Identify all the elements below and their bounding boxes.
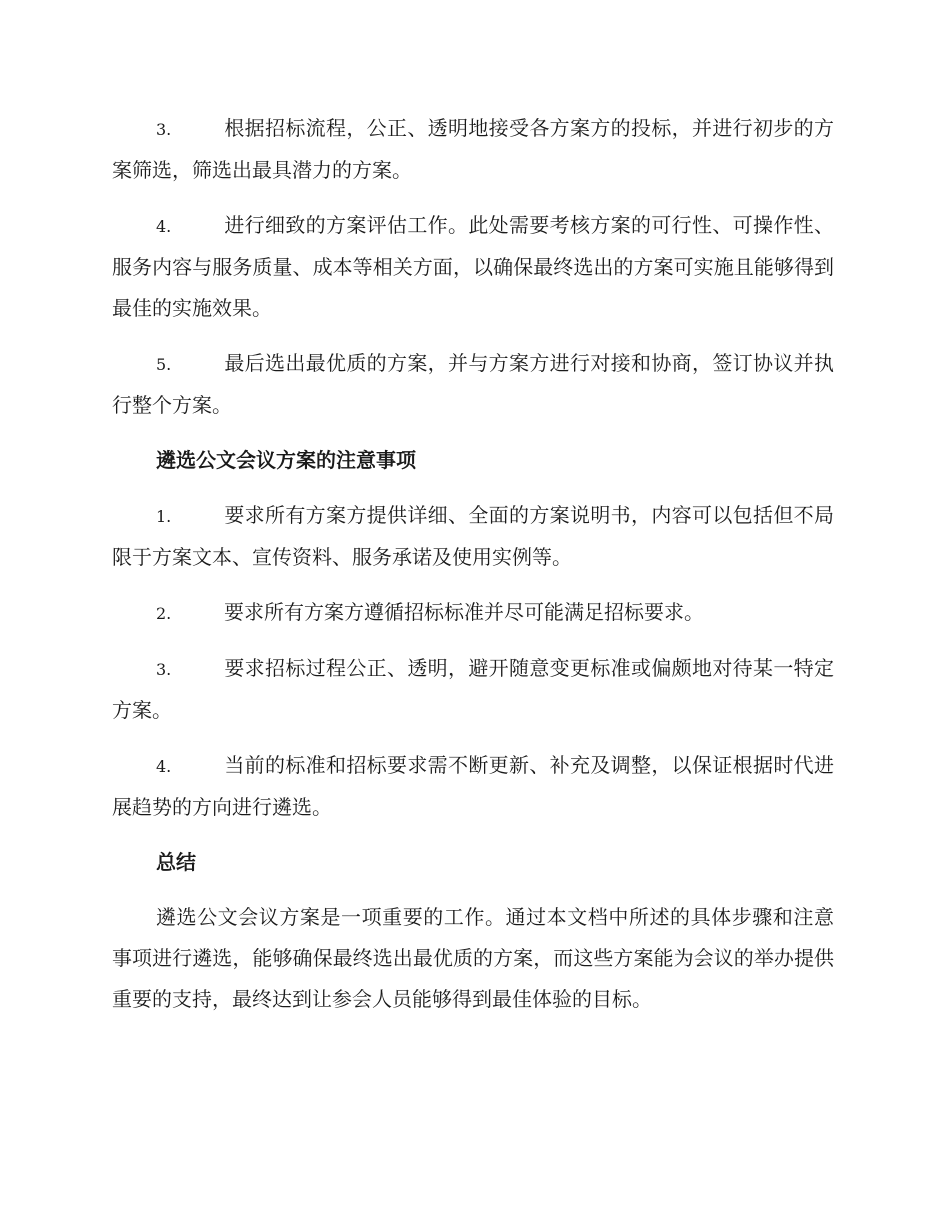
list-item <box>112 108 834 191</box>
list-item-number: 1. <box>156 507 172 526</box>
section-heading-summary: 总结 <box>156 850 196 874</box>
list-item <box>112 745 834 828</box>
document-page <box>112 108 834 1034</box>
list-item <box>112 343 834 426</box>
list-item-text: 要求所有方案方遵循招标标准并尽可能满足招标要求。 <box>224 600 704 624</box>
list-item <box>112 592 834 634</box>
list-item <box>112 205 834 329</box>
list-item-text: 要求招标过程公正、透明，避开随意变更标准或偏颇地对待某一特定方案。 <box>112 656 834 722</box>
list-item-number: 3. <box>156 120 172 139</box>
list-item-text: 根据招标流程，公正、透明地接受各方案方的投标，并进行初步的方案筛选，筛选出最具潜力的方案。 <box>112 116 834 182</box>
list-item-number: 4. <box>156 217 172 236</box>
list-item-number: 5. <box>156 355 172 374</box>
list-item-number: 2. <box>156 604 172 623</box>
list-item-text: 最后选出最优质的方案，并与方案方进行对接和协商，签订协议并执行整个方案。 <box>112 351 834 417</box>
section-heading-precautions: 遴选公文会议方案的注意事项 <box>156 448 416 472</box>
list-item-text: 当前的标准和招标要求需不断更新、补充及调整，以保证根据时代进展趋势的方向进行遴选。 <box>112 753 834 819</box>
list-item <box>112 648 834 731</box>
list-item-text: 进行细致的方案评估工作。此处需要考核方案的可行性、可操作性、服务内容与服务质量、成本等相关方面，以确保最终选出的方案可实施且能够得到最佳的实施效果。 <box>112 213 834 320</box>
list-item-text: 要求所有方案方提供详细、全面的方案说明书，内容可以包括但不局限于方案文本、宣传资料、服务承诺及使用实例等。 <box>112 503 834 569</box>
list-item-number: 4. <box>156 757 172 776</box>
list-item-number: 3. <box>156 660 172 679</box>
list-item <box>112 495 834 578</box>
summary-paragraph: 遴选公文会议方案是一项重要的工作。通过本文档中所述的具体步骤和注意事项进行遴选，能够确保最终选出最优质的方案，而这些方案能为会议的举办提供重要的支持，最终达到让参会人员能够得到最佳体验的目标。 <box>112 905 834 1011</box>
